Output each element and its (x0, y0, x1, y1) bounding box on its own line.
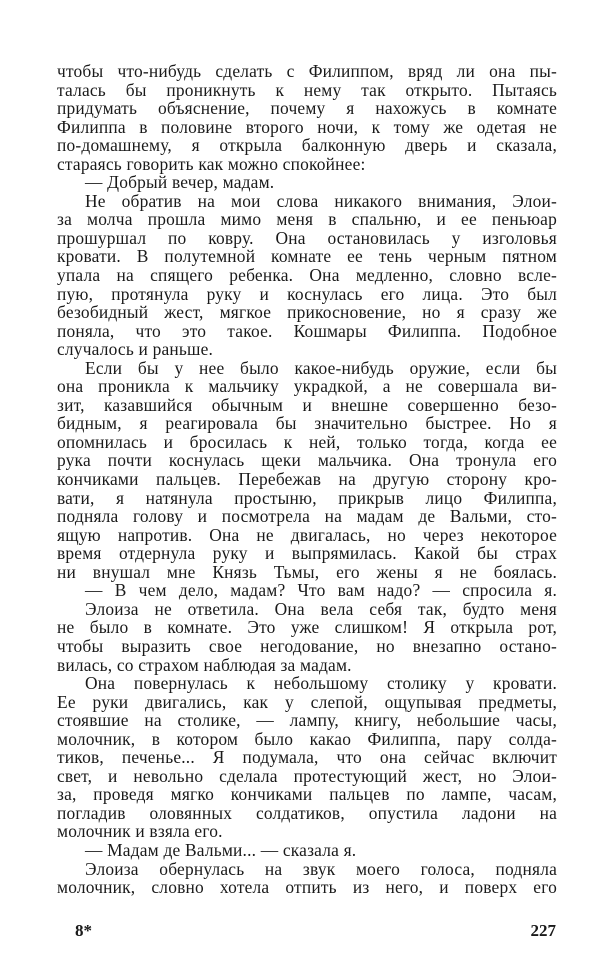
text-line: тиков, печенье... Я подумала, что она сейчас включит (57, 747, 557, 768)
text-line: бидным, я реагировала бы значительно быстрее. Но я (57, 413, 557, 434)
text-line: не было в комнате. Это уже слишком! Я открыла рот, (57, 617, 557, 638)
text-line: зит, казавшийся обычным и внешне совершенно безо- (57, 394, 557, 415)
text-line: пую, протянула руку и коснулась его лица. Это был (57, 283, 557, 304)
text-line: — В чем дело, мадам? Что вам надо? — спросила я. (85, 580, 557, 601)
text-line: упала на спящего ребенка. Она медленно, словно всле- (57, 265, 557, 286)
text-line: случалось и раньше. (57, 339, 214, 360)
text-line: талась бы проникнуть к нему так открыто. Пытаясь (57, 79, 557, 100)
text-line: ни внушал мне Князь Тьмы, его жены я не боялась. (57, 561, 557, 582)
text-line: поняла, что это такое. Кошмары Филиппа. Подобное (57, 320, 557, 341)
text-line: кровати. В полутемной комнате ее тень черным пятном (57, 246, 557, 267)
text-line: Она повернулась к небольшому столику у кровати. (85, 673, 557, 694)
text-line: молочник и взяла его. (57, 821, 223, 842)
text-line: чтобы выразить свое негодование, но внезапно остано- (57, 635, 557, 656)
book-page-text (57, 62, 557, 897)
text-line: погладив оловянных солдатиков, опустила ладони на (57, 802, 557, 823)
text-line: вилась, со страхом наблюдая за мадам. (57, 654, 352, 675)
text-line: рука почти коснулась щеки мальчика. Она тронула его (57, 450, 557, 471)
text-line: стараясь говорить как можно спокойнее: (57, 153, 366, 174)
text-line: безобидный жест, мягкое прикосновение, но я сразу же (57, 302, 557, 323)
text-line: молочник, словно хотела отпить из него, и поверх его (57, 877, 557, 898)
text-line: чтобы что-нибудь сделать с Филиппом, вряд ли она пы- (57, 61, 557, 81)
text-line: стоявшие на столике, — лампу, книгу, небольшие часы, (57, 710, 557, 731)
text-line: кончиками пальцев. Перебежав на другую сторону кро- (57, 469, 557, 490)
text-line: прошуршал по ковру. Она остановилась у изголовья (57, 227, 557, 248)
text-line: Филиппа в половине второго ночи, к тому же одетая не (57, 116, 557, 137)
text-line: Если бы у нее было какое-нибудь оружие, если бы (85, 357, 557, 378)
page-number: 227 (530, 921, 556, 940)
text-line: подняла голову и посмотрела на мадам де Вальми, сто- (57, 506, 557, 527)
text-line: за, проведя мягко кончиками пальцев по лампе, часам, (57, 784, 557, 805)
text-line: она проникла к мальчику украдкой, а не совершала ви- (57, 376, 557, 397)
signature-mark: 8* (75, 921, 92, 940)
text-line: Элоиза обернулась на звук моего голоса, подняла (85, 858, 557, 879)
text-line: Не обратив на мои слова никакого внимания, Элои- (85, 190, 557, 211)
text-line: за молча прошла мимо меня в спальню, и ее пеньюар (57, 209, 557, 230)
text-line: — Мадам де Вальми... — сказала я. (85, 839, 357, 860)
text-line: придумать объяснение, почему я нахожусь в комнате (57, 98, 557, 119)
text-line: молочник, в котором было какао Филиппа, пару солда- (57, 728, 557, 749)
text-line: ящую напротив. Она не двигалась, но через некоторое (57, 524, 557, 545)
text-line: время отдернула руку и выпрямилась. Какой бы страх (57, 543, 557, 564)
text-line: Элоиза не ответила. Она вела себя так, будто меня (85, 598, 557, 619)
text-line: Ее руки двигались, как у слепой, ощупывая предметы, (57, 691, 557, 712)
text-line: по-домашнему, я открыла балконную дверь и сказала, (57, 135, 557, 156)
text-line: опомнилась и бросилась к ней, только тогда, когда ее (57, 431, 557, 452)
text-line: свет, и невольно сделала протестующий жест, но Элои- (57, 765, 557, 786)
text-line: — Добрый вечер, мадам. (85, 172, 275, 193)
text-line: вати, я натянула простыню, прикрыв лицо Филиппа, (57, 487, 557, 508)
